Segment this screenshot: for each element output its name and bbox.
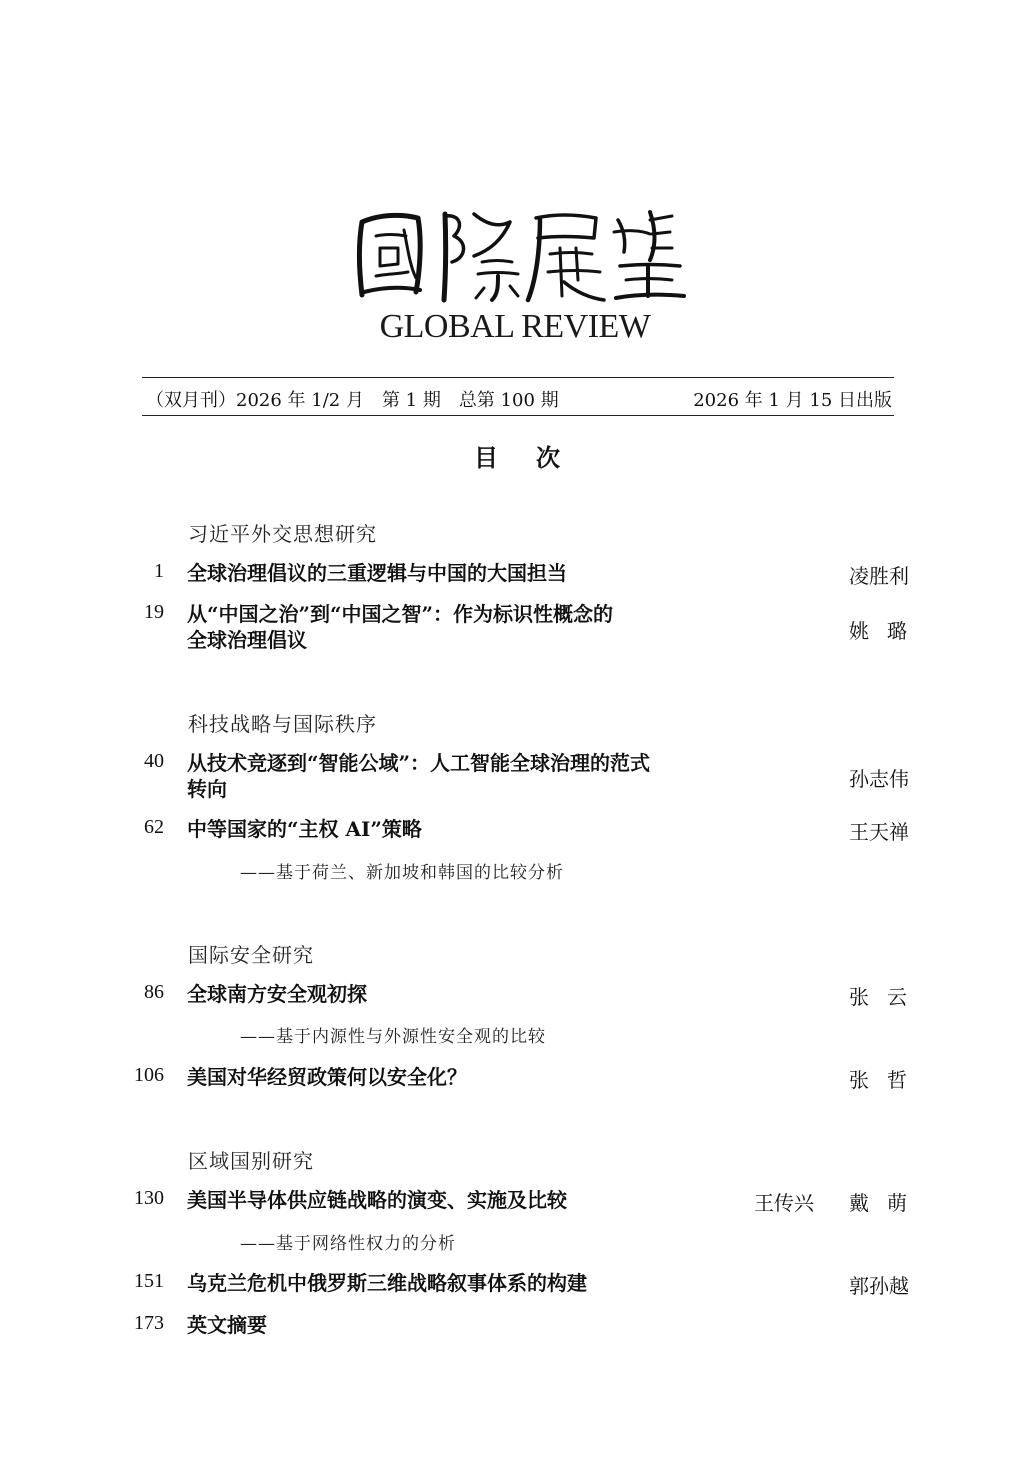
article-subtitle: ——基于内源性与外源性安全观的比较	[240, 1027, 546, 1047]
article-subtitle: ——基于荷兰、新加坡和韩国的比较分析	[240, 863, 564, 883]
page-number: 19	[144, 601, 164, 623]
page-number: 151	[134, 1270, 164, 1292]
issue-info: （双月刊）2026 年 1/2 月 第 1 期 总第 100 期	[146, 390, 559, 411]
publication-date: 2026 年 1 月 15 日出版	[693, 390, 892, 411]
toc-heading: 目次	[474, 443, 598, 472]
page-number: 106	[134, 1064, 164, 1086]
article-author: 郭孙越	[849, 1274, 909, 1298]
bottom-rule	[142, 415, 894, 416]
article-title-line: 从技术竞逐到“智能公域”：人工智能全球治理的范式	[187, 751, 651, 775]
article-author: 戴萌	[849, 1191, 925, 1215]
masthead-english-title: GLOBAL REVIEW	[379, 308, 651, 345]
article-author: 张哲	[849, 1068, 925, 1092]
article-title[interactable]: 英文摘要	[187, 1313, 267, 1337]
article-title[interactable]: 美国半导体供应链战略的演变、实施及比较	[187, 1188, 567, 1212]
section-heading: 区域国别研究	[188, 1149, 314, 1173]
masthead-calligraphy-logo	[350, 200, 690, 305]
section-heading: 习近平外交思想研究	[188, 522, 377, 546]
article-title[interactable]: 全球南方安全观初探	[187, 982, 367, 1006]
article-title-line: 转向	[187, 777, 227, 801]
page-number: 173	[134, 1312, 164, 1334]
page-number: 1	[154, 560, 164, 582]
top-rule	[142, 377, 894, 378]
article-title-line: 从“中国之治”到“中国之智”：作为标识性概念的	[187, 602, 614, 626]
article-author: 张云	[849, 985, 925, 1009]
article-author: 王天禅	[849, 820, 909, 844]
section-heading: 科技战略与国际秩序	[188, 712, 377, 736]
article-coauthor: 王传兴	[754, 1191, 814, 1215]
page-number: 86	[144, 981, 164, 1003]
page-number: 62	[144, 816, 164, 838]
article-author: 孙志伟	[849, 767, 909, 791]
article-title[interactable]: 乌克兰危机中俄罗斯三维战略叙事体系的构建	[187, 1271, 587, 1295]
article-title[interactable]	[187, 601, 697, 653]
article-subtitle: ——基于网络性权力的分析	[240, 1234, 456, 1254]
section-heading: 国际安全研究	[188, 943, 314, 967]
article-title[interactable]: 中等国家的“主权 AI”策略	[187, 817, 422, 841]
article-author: 姚璐	[849, 619, 925, 643]
article-author: 凌胜利	[849, 564, 909, 588]
page-number: 130	[134, 1187, 164, 1209]
article-title[interactable]: 全球治理倡议的三重逻辑与中国的大国担当	[187, 561, 567, 585]
article-title-line: 全球治理倡议	[187, 628, 307, 652]
article-title[interactable]: 美国对华经贸政策何以安全化？	[187, 1065, 467, 1089]
article-title[interactable]	[187, 750, 697, 802]
page-number: 40	[144, 750, 164, 772]
